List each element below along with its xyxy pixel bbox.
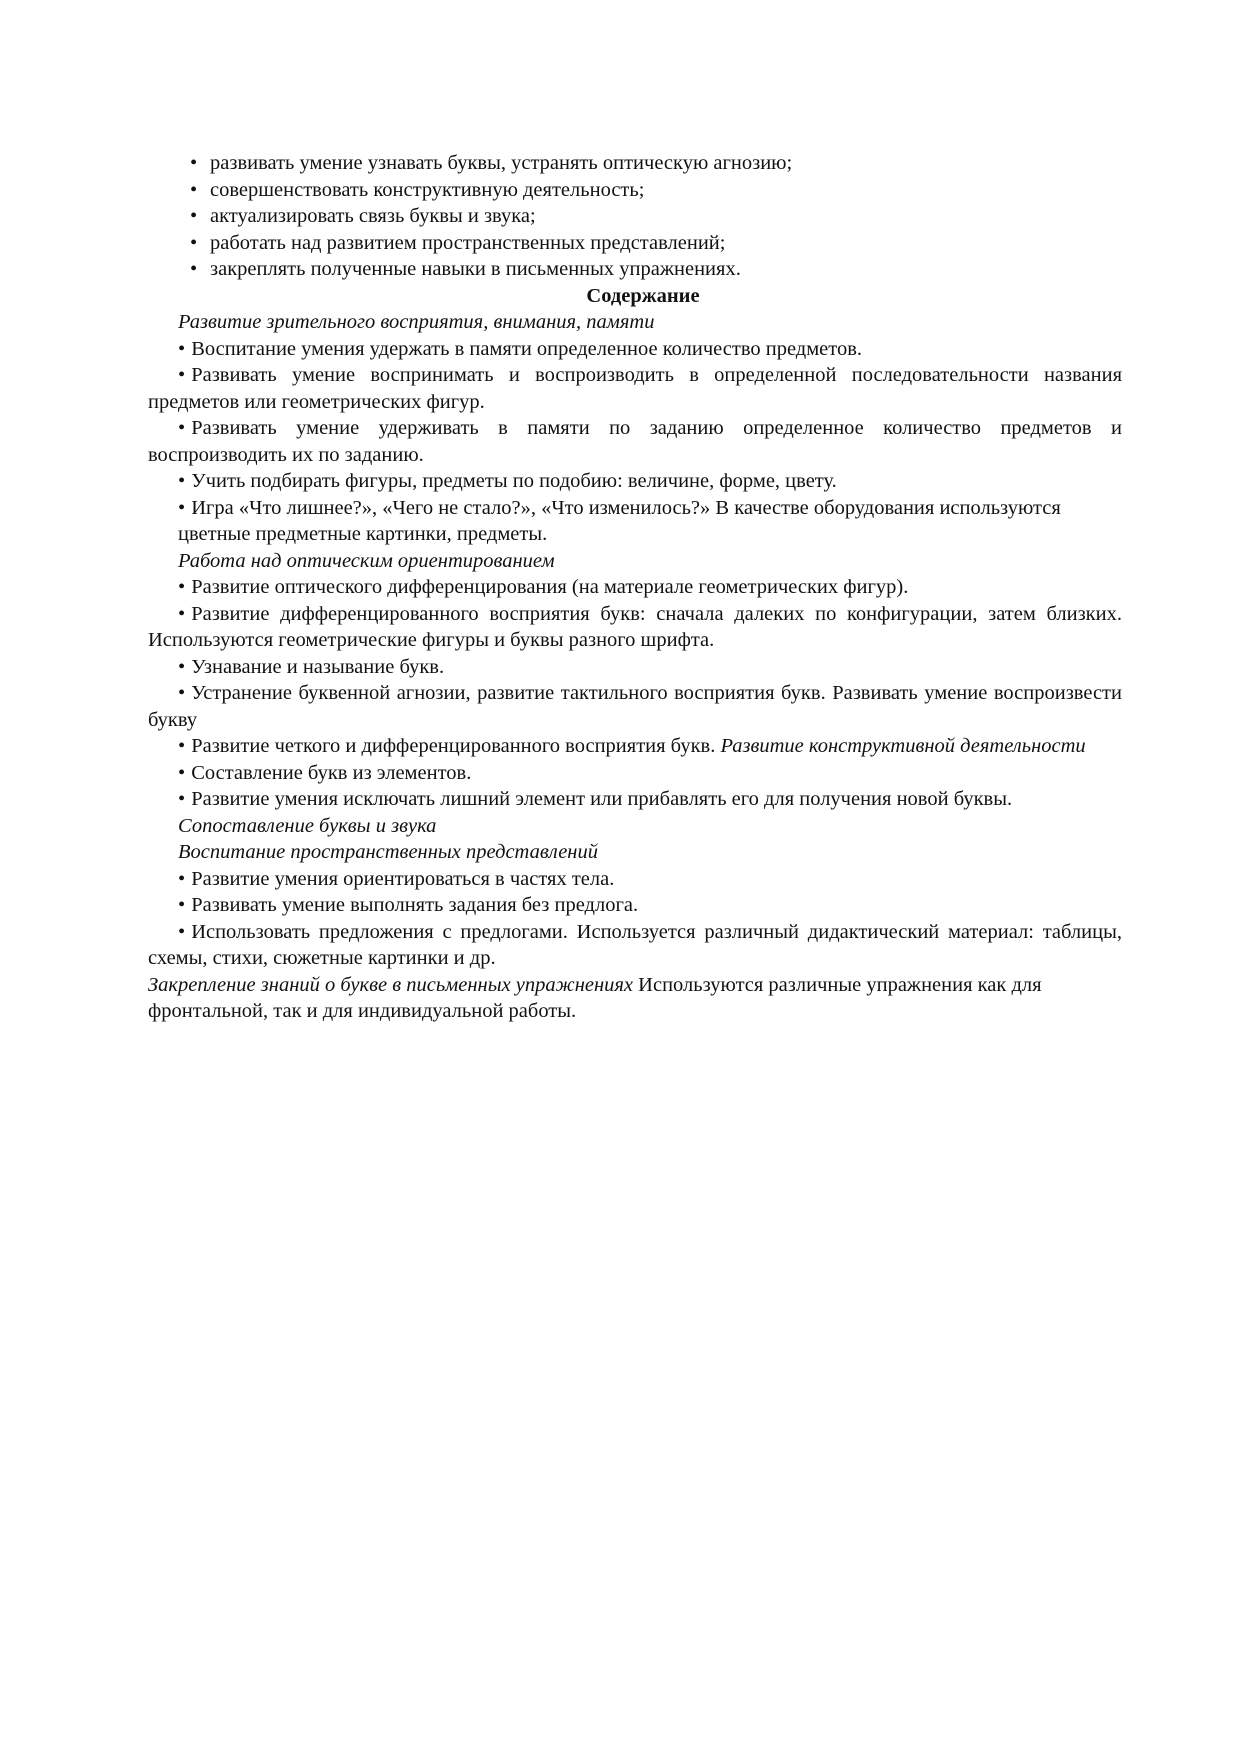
- item-text: Развивать умение удерживать в памяти по заданию определенное количество предметов и воспроизводить их по заданию.: [148, 417, 1122, 466]
- item-text: Узнавание и называние букв.: [191, 655, 445, 678]
- item-text: Развитие умения ориентироваться в частях тела.: [191, 867, 615, 890]
- list-item: [148, 495, 1122, 548]
- item-text: Устранение буквенной агнозии, развитие тактильного восприятия букв. Развивать умение воспроизвести букву: [148, 682, 1122, 731]
- list-item: [148, 574, 1122, 601]
- list-item: [148, 680, 1122, 733]
- list-item: [148, 760, 1122, 787]
- goals-list: [148, 150, 1122, 283]
- bullet-mark: •: [178, 761, 186, 784]
- list-item: [148, 866, 1122, 893]
- bullet-mark: •: [178, 735, 186, 757]
- list-item: [148, 415, 1122, 468]
- final-text: Используются различные упражнения как для фронтальной, так и для индивидуальной работы.: [148, 973, 1042, 1022]
- bullet-mark: •: [178, 364, 186, 386]
- list-item: [148, 336, 1122, 363]
- list-item: [148, 786, 1122, 813]
- item-text: Развитие умения исключать лишний элемент или прибавлять его для получения новой буквы.: [191, 788, 1013, 810]
- goal-item: • работать над развитием пространственных представлений;: [190, 230, 1122, 257]
- list-item: [148, 733, 1122, 760]
- bullet-mark: •: [178, 788, 186, 810]
- bullet-mark: •: [178, 417, 186, 439]
- section-title-letter-sound: Сопоставление буквы и звука: [178, 814, 437, 837]
- list-item: [148, 892, 1122, 919]
- item-text: Воспитание умения удержать в памяти определенное количество предметов.: [191, 337, 863, 360]
- item-text: Развитие дифференцированного восприятия букв: сначала далеких по конфигурации, затем близких. Используются геометрические фигуры и буквы разного шрифта.: [148, 602, 1122, 651]
- bullet-mark: •: [178, 920, 186, 943]
- section-title-optical: Работа над оптическим ориентированием: [178, 549, 555, 572]
- list-item: [148, 601, 1122, 654]
- list-item: [148, 919, 1122, 972]
- goal-item: • закреплять полученные навыки в письменных упражнениях.: [190, 256, 1122, 283]
- bullet-mark: •: [178, 337, 186, 360]
- item-text: Составление букв из элементов.: [191, 761, 472, 784]
- item-text: Использовать предложения с предлогами. Используется различный дидактический материал: таблицы, схемы, стихи, сюжетные картинки и др.: [148, 920, 1122, 969]
- bullet-mark: •: [178, 867, 186, 890]
- item-text: Развивать умение выполнять задания без предлога.: [191, 894, 639, 916]
- list-item: [148, 362, 1122, 415]
- list-item: [148, 654, 1122, 681]
- goal-item: • совершенствовать конструктивную деятельность;: [190, 177, 1122, 204]
- final-paragraph: [148, 972, 1122, 1025]
- goal-item: • актуализировать связь буквы и звука;: [190, 203, 1122, 230]
- item-text: Развивать умение воспринимать и воспроизводить в определенной последовательности названия предметов или геометрических фигур.: [148, 364, 1122, 413]
- bullet-mark: •: [178, 894, 186, 916]
- bullet-mark: •: [178, 682, 186, 704]
- item-text: Учить подбирать фигуры, предметы по подобию: величине, форме, цвету.: [191, 470, 837, 492]
- section-title-constructive: Развитие конструктивной деятельности: [720, 735, 1086, 757]
- item-text: Развитие оптического дифференцирования (на материале геометрических фигур).: [191, 576, 909, 598]
- section-title-spatial: Воспитание пространственных представлений: [178, 841, 598, 863]
- bullet-mark: •: [178, 496, 186, 519]
- section-title-visual: Развитие зрительного восприятия, внимания, памяти: [178, 311, 655, 333]
- bullet-mark: •: [178, 655, 186, 678]
- section-title-final: Закрепление знаний о букве в письменных упражнениях: [148, 973, 634, 996]
- document-page: [148, 150, 1122, 1025]
- bullet-mark: •: [178, 470, 186, 492]
- list-item: [148, 468, 1122, 495]
- goal-item: • развивать умение узнавать буквы, устранять оптическую агнозию;: [190, 150, 1122, 177]
- item-text: Игра «Что лишнее?», «Чего не стало?», «Что изменилось?» В качестве оборудования используются цветные предметные картинки, предметы.: [178, 496, 1061, 545]
- item-text: Развитие четкого и дифференцированного восприятия букв.: [191, 735, 716, 757]
- bullet-mark: •: [178, 576, 186, 598]
- content-heading: Содержание: [586, 284, 700, 307]
- bullet-mark: •: [178, 602, 186, 625]
